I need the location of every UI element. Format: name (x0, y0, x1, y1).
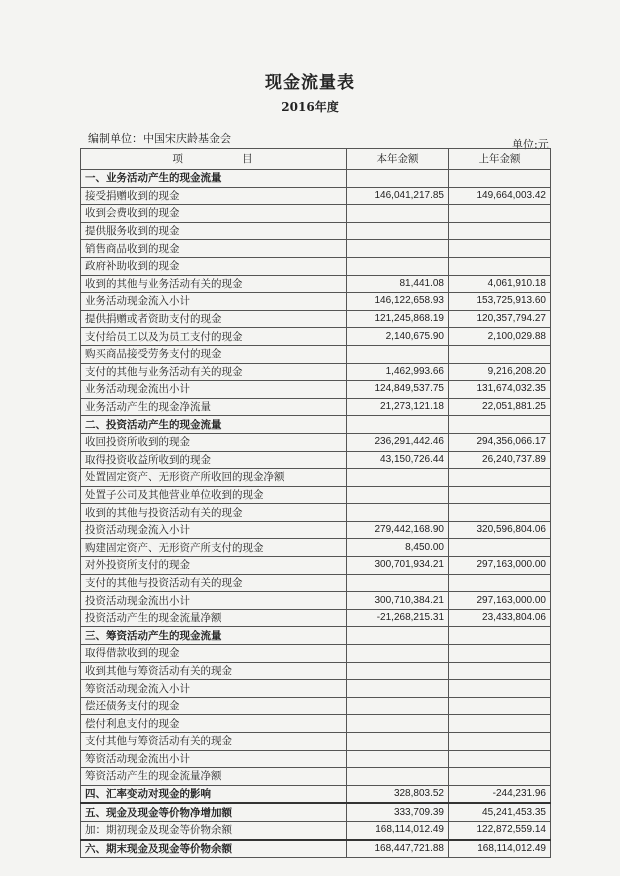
row-label: 收到会费收到的现金 (81, 205, 347, 223)
table-row (81, 381, 551, 399)
row-label: 投资活动产生的现金流量净额 (81, 609, 347, 627)
current-year-amount (347, 222, 449, 240)
table-row (81, 416, 551, 434)
currency-unit: 单位:元 (512, 138, 549, 151)
previous-year-amount (449, 257, 551, 275)
previous-year-amount: 297,163,000.00 (449, 557, 551, 575)
previous-year-amount: 2,100,029.88 (449, 328, 551, 346)
cash-flow-table (80, 148, 551, 858)
current-year-amount (347, 205, 449, 223)
current-year-amount: 43,150,726.44 (347, 451, 449, 469)
table-row (81, 803, 551, 821)
table-row (81, 275, 551, 293)
previous-year-amount (449, 205, 551, 223)
current-year-amount: 146,041,217.85 (347, 187, 449, 205)
table-row (81, 469, 551, 487)
row-label: 购买商品接受劳务支付的现金 (81, 345, 347, 363)
previous-year-amount: 168,114,012.49 (449, 840, 551, 858)
row-label: 投资活动现金流入小计 (81, 521, 347, 539)
previous-year-amount (449, 416, 551, 434)
current-year-amount (347, 345, 449, 363)
row-label: 收到的其他与投资活动有关的现金 (81, 504, 347, 522)
table-row (81, 715, 551, 733)
current-year-amount: 168,447,721.88 (347, 840, 449, 858)
current-year-amount (347, 733, 449, 751)
row-label: 偿还债务支付的现金 (81, 697, 347, 715)
current-year-amount (347, 416, 449, 434)
current-year-amount (347, 240, 449, 258)
previous-year-amount (449, 170, 551, 188)
table-row (81, 592, 551, 610)
table-row (81, 187, 551, 205)
row-label: 五、现金及现金等价物净增加额 (81, 803, 347, 821)
column-header-current-year: 本年金额 (347, 149, 449, 170)
row-label: 四、汇率变动对现金的影响 (81, 785, 347, 803)
table-row (81, 645, 551, 663)
table-row (81, 785, 551, 803)
column-header-previous-year: 上年金额 (449, 149, 551, 170)
table-row (81, 398, 551, 416)
previous-year-amount: 153,725,913.60 (449, 293, 551, 311)
current-year-amount: 1,462,993.66 (347, 363, 449, 381)
row-label: 三、筹资活动产生的现金流量 (81, 627, 347, 645)
table-row (81, 697, 551, 715)
table-row (81, 433, 551, 451)
previous-year-amount (449, 715, 551, 733)
row-label: 接受捐赠收到的现金 (81, 187, 347, 205)
row-label: 业务活动产生的现金净流量 (81, 398, 347, 416)
current-year-amount: 300,710,384.21 (347, 592, 449, 610)
current-year-amount (347, 750, 449, 768)
previous-year-amount: 4,061,910.18 (449, 275, 551, 293)
table-row (81, 345, 551, 363)
row-label: 支付的其他与投资活动有关的现金 (81, 574, 347, 592)
current-year-amount: 21,273,121.18 (347, 398, 449, 416)
row-label: 支付的其他与业务活动有关的现金 (81, 363, 347, 381)
previous-year-amount (449, 627, 551, 645)
previous-year-amount: 22,051,881.25 (449, 398, 551, 416)
row-label: 提供捐赠或者资助支付的现金 (81, 310, 347, 328)
table-row (81, 609, 551, 627)
column-header-item: 项 目 (81, 149, 347, 170)
table-row (81, 768, 551, 786)
row-label: 偿付利息支付的现金 (81, 715, 347, 733)
table-row (81, 363, 551, 381)
page-title: 现金流量表 (265, 73, 355, 93)
table-row (81, 627, 551, 645)
previous-year-amount (449, 768, 551, 786)
previous-year-amount: 26,240,737.89 (449, 451, 551, 469)
row-label: 取得投资收益所收到的现金 (81, 451, 347, 469)
previous-year-amount (449, 750, 551, 768)
table-row (81, 257, 551, 275)
row-label: 取得借款收到的现金 (81, 645, 347, 663)
current-year-amount: 328,803.52 (347, 785, 449, 803)
table-header-row (81, 149, 551, 170)
row-label: 支付给员工以及为员工支付的现金 (81, 328, 347, 346)
reporting-organization: 编制单位：中国宋庆龄基金会 (88, 132, 231, 145)
current-year-amount: 300,701,934.21 (347, 557, 449, 575)
row-label: 收到的其他与业务活动有关的现金 (81, 275, 347, 293)
previous-year-amount: 131,674,032.35 (449, 381, 551, 399)
table-row (81, 539, 551, 557)
table-row (81, 574, 551, 592)
previous-year-amount: -244,231.96 (449, 785, 551, 803)
table-row (81, 840, 551, 858)
current-year-amount: 168,114,012.49 (347, 821, 449, 839)
table-row (81, 205, 551, 223)
row-label: 筹资活动产生的现金流量净额 (81, 768, 347, 786)
current-year-amount (347, 715, 449, 733)
table-row (81, 222, 551, 240)
current-year-amount: 124,849,537.75 (347, 381, 449, 399)
row-label: 收回投资所收到的现金 (81, 433, 347, 451)
table-row (81, 451, 551, 469)
row-label: 提供服务收到的现金 (81, 222, 347, 240)
current-year-amount (347, 504, 449, 522)
previous-year-amount (449, 504, 551, 522)
row-label: 筹资活动现金流入小计 (81, 680, 347, 698)
previous-year-amount: 23,433,804.06 (449, 609, 551, 627)
previous-year-amount (449, 539, 551, 557)
row-label: 对外投资所支付的现金 (81, 557, 347, 575)
table-row (81, 680, 551, 698)
table-row (81, 240, 551, 258)
previous-year-amount: 122,872,559.14 (449, 821, 551, 839)
report-year: 2016年度 (281, 100, 339, 114)
current-year-amount (347, 768, 449, 786)
current-year-amount: 2,140,675.90 (347, 328, 449, 346)
current-year-amount: 146,122,658.93 (347, 293, 449, 311)
current-year-amount: 236,291,442.46 (347, 433, 449, 451)
current-year-amount (347, 645, 449, 663)
table-row (81, 750, 551, 768)
previous-year-amount (449, 680, 551, 698)
row-label: 处置子公司及其他营业单位收到的现金 (81, 486, 347, 504)
table-row (81, 328, 551, 346)
row-label: 购建固定资产、无形资产所支付的现金 (81, 539, 347, 557)
previous-year-amount (449, 486, 551, 504)
table-row (81, 170, 551, 188)
previous-year-amount (449, 222, 551, 240)
previous-year-amount: 9,216,208.20 (449, 363, 551, 381)
table-row (81, 486, 551, 504)
current-year-amount (347, 469, 449, 487)
table-row (81, 662, 551, 680)
previous-year-amount (449, 574, 551, 592)
previous-year-amount (449, 240, 551, 258)
previous-year-amount (449, 697, 551, 715)
table-row (81, 521, 551, 539)
previous-year-amount (449, 345, 551, 363)
current-year-amount (347, 486, 449, 504)
previous-year-amount: 297,163,000.00 (449, 592, 551, 610)
current-year-amount: 81,441.08 (347, 275, 449, 293)
current-year-amount (347, 257, 449, 275)
previous-year-amount (449, 733, 551, 751)
table-row (81, 733, 551, 751)
table-row (81, 293, 551, 311)
row-label: 销售商品收到的现金 (81, 240, 347, 258)
current-year-amount: 333,709.39 (347, 803, 449, 821)
previous-year-amount (449, 662, 551, 680)
row-label: 政府补助收到的现金 (81, 257, 347, 275)
previous-year-amount: 320,596,804.06 (449, 521, 551, 539)
current-year-amount: 279,442,168.90 (347, 521, 449, 539)
previous-year-amount (449, 645, 551, 663)
current-year-amount (347, 680, 449, 698)
current-year-amount (347, 697, 449, 715)
row-label: 业务活动现金流入小计 (81, 293, 347, 311)
table-row (81, 504, 551, 522)
row-label: 六、期末现金及现金等价物余额 (81, 840, 347, 858)
row-label: 收到其他与筹资活动有关的现金 (81, 662, 347, 680)
previous-year-amount (449, 469, 551, 487)
previous-year-amount: 294,356,066.17 (449, 433, 551, 451)
current-year-amount (347, 627, 449, 645)
current-year-amount: 8,450.00 (347, 539, 449, 557)
row-label: 处置固定资产、无形资产所收回的现金净额 (81, 469, 347, 487)
row-label: 支付其他与筹资活动有关的现金 (81, 733, 347, 751)
current-year-amount (347, 662, 449, 680)
row-label: 业务活动现金流出小计 (81, 381, 347, 399)
current-year-amount: -21,268,215.31 (347, 609, 449, 627)
table-row (81, 821, 551, 839)
row-label: 投资活动现金流出小计 (81, 592, 347, 610)
current-year-amount: 121,245,868.19 (347, 310, 449, 328)
table-row (81, 557, 551, 575)
previous-year-amount: 149,664,003.42 (449, 187, 551, 205)
row-label: 筹资活动现金流出小计 (81, 750, 347, 768)
current-year-amount (347, 170, 449, 188)
row-label: 一、业务活动产生的现金流量 (81, 170, 347, 188)
row-label: 二、投资活动产生的现金流量 (81, 416, 347, 434)
previous-year-amount: 45,241,453.35 (449, 803, 551, 821)
row-label: 加：期初现金及现金等价物余额 (81, 821, 347, 839)
current-year-amount (347, 574, 449, 592)
table-row (81, 310, 551, 328)
previous-year-amount: 120,357,794.27 (449, 310, 551, 328)
